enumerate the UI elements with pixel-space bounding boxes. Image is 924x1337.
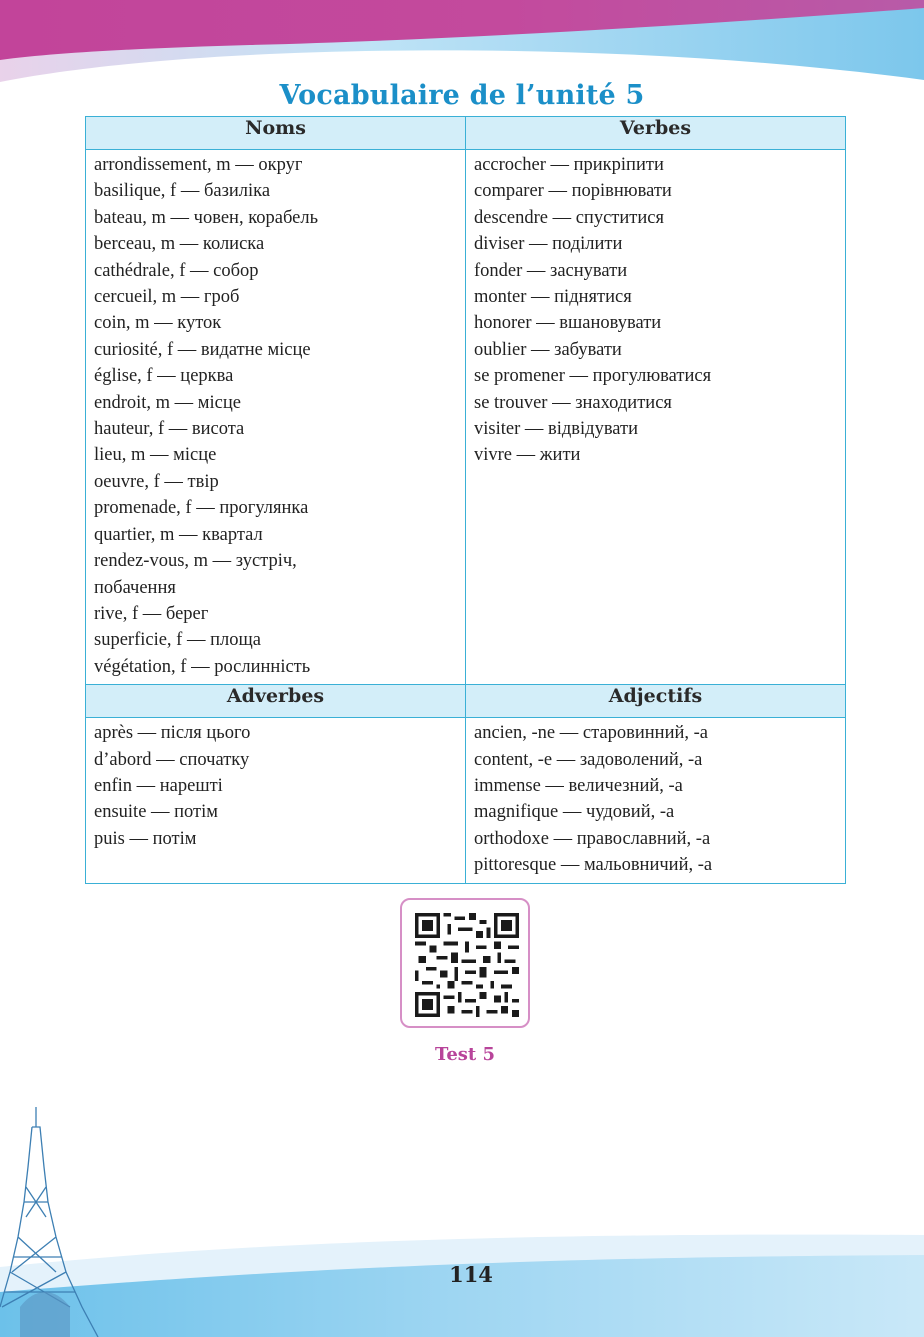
list-item: vivre — жити <box>474 445 581 466</box>
list-item: orthodoxe — православний, -а <box>474 828 711 849</box>
qr-code-icon <box>415 913 519 1017</box>
list-item: fonder — заснувати <box>474 260 628 281</box>
list-item: magnifique — чудовий, -а <box>474 802 675 823</box>
list-item: se trouver — знаходитися <box>474 392 672 413</box>
list-item: cercueil, m — гроб <box>94 287 240 308</box>
list-item: endroit, m — місце <box>94 392 241 413</box>
list-item: pittoresque — мальовничий, -а <box>474 855 713 876</box>
list-item: berceau, m — колиска <box>94 234 265 255</box>
list-item: lieu, m — місце <box>94 445 217 466</box>
list-item: rive, f — берег <box>94 603 209 624</box>
list-item: comparer — порівнювати <box>474 181 672 202</box>
adverbes-column <box>86 718 466 883</box>
list-item: monter — піднятися <box>474 287 632 308</box>
header-adjectifs: Adjectifs <box>466 685 846 718</box>
header-noms: Noms <box>86 117 466 150</box>
list-item: immense — величезний, -а <box>474 775 683 796</box>
list-item: enfin — нарешті <box>94 775 223 796</box>
list-item: basilique, f — базиліка <box>94 181 271 202</box>
list-item: ancien, -ne — старовинний, -а <box>474 723 708 744</box>
list-item: oeuvre, f — твір <box>94 471 219 492</box>
qr-code[interactable] <box>400 898 530 1028</box>
list-item: rendez-vous, m — зустріч, побачення <box>94 551 297 598</box>
list-item: ensuite — потім <box>94 802 218 823</box>
list-item: cathédrale, f — собор <box>94 260 259 281</box>
list-item: diviser — поділити <box>474 234 623 255</box>
list-item: visiter — відвідувати <box>474 419 639 440</box>
list-item: content, -e — задоволений, -а <box>474 749 703 770</box>
top-decorative-band <box>0 0 924 90</box>
page-title: Vocabulaire de l’unité 5 <box>279 80 645 111</box>
list-item: se promener — прогулюватися <box>474 366 712 387</box>
qr-caption: Test 5 <box>434 1044 496 1065</box>
adjectifs-column <box>466 718 846 883</box>
list-item: superficie, f — площа <box>94 630 261 651</box>
list-item: curiosité, f — видатне місце <box>94 339 311 360</box>
header-adverbes: Adverbes <box>86 685 466 718</box>
list-item: végétation, f — рослинність <box>94 656 311 677</box>
eiffel-tower-icon <box>0 1107 110 1337</box>
list-item: oublier — забувати <box>474 339 622 360</box>
list-item: descendre — спуститися <box>474 207 664 228</box>
list-item: quartier, m — квартал <box>94 524 263 545</box>
header-verbes: Verbes <box>466 117 846 150</box>
list-item: bateau, m — човен, корабель <box>94 207 319 228</box>
list-item: coin, m — куток <box>94 313 222 334</box>
list-item: hauteur, f — висота <box>94 419 245 440</box>
list-item: arrondissement, m — округ <box>94 155 303 175</box>
verbes-column <box>466 150 846 685</box>
vocabulary-table <box>85 116 846 884</box>
list-item: honorer — вшановувати <box>474 313 662 334</box>
list-item: promenade, f — прогулянка <box>94 498 309 519</box>
page-number: 114 <box>449 1262 493 1287</box>
list-item: église, f — церква <box>94 366 234 387</box>
list-item: après — після цього <box>94 723 251 744</box>
noms-column <box>86 150 466 685</box>
list-item: puis — потім <box>94 828 197 849</box>
list-item: d’abord — спочатку <box>94 749 250 770</box>
list-item: accrocher — прикріпити <box>474 155 664 175</box>
